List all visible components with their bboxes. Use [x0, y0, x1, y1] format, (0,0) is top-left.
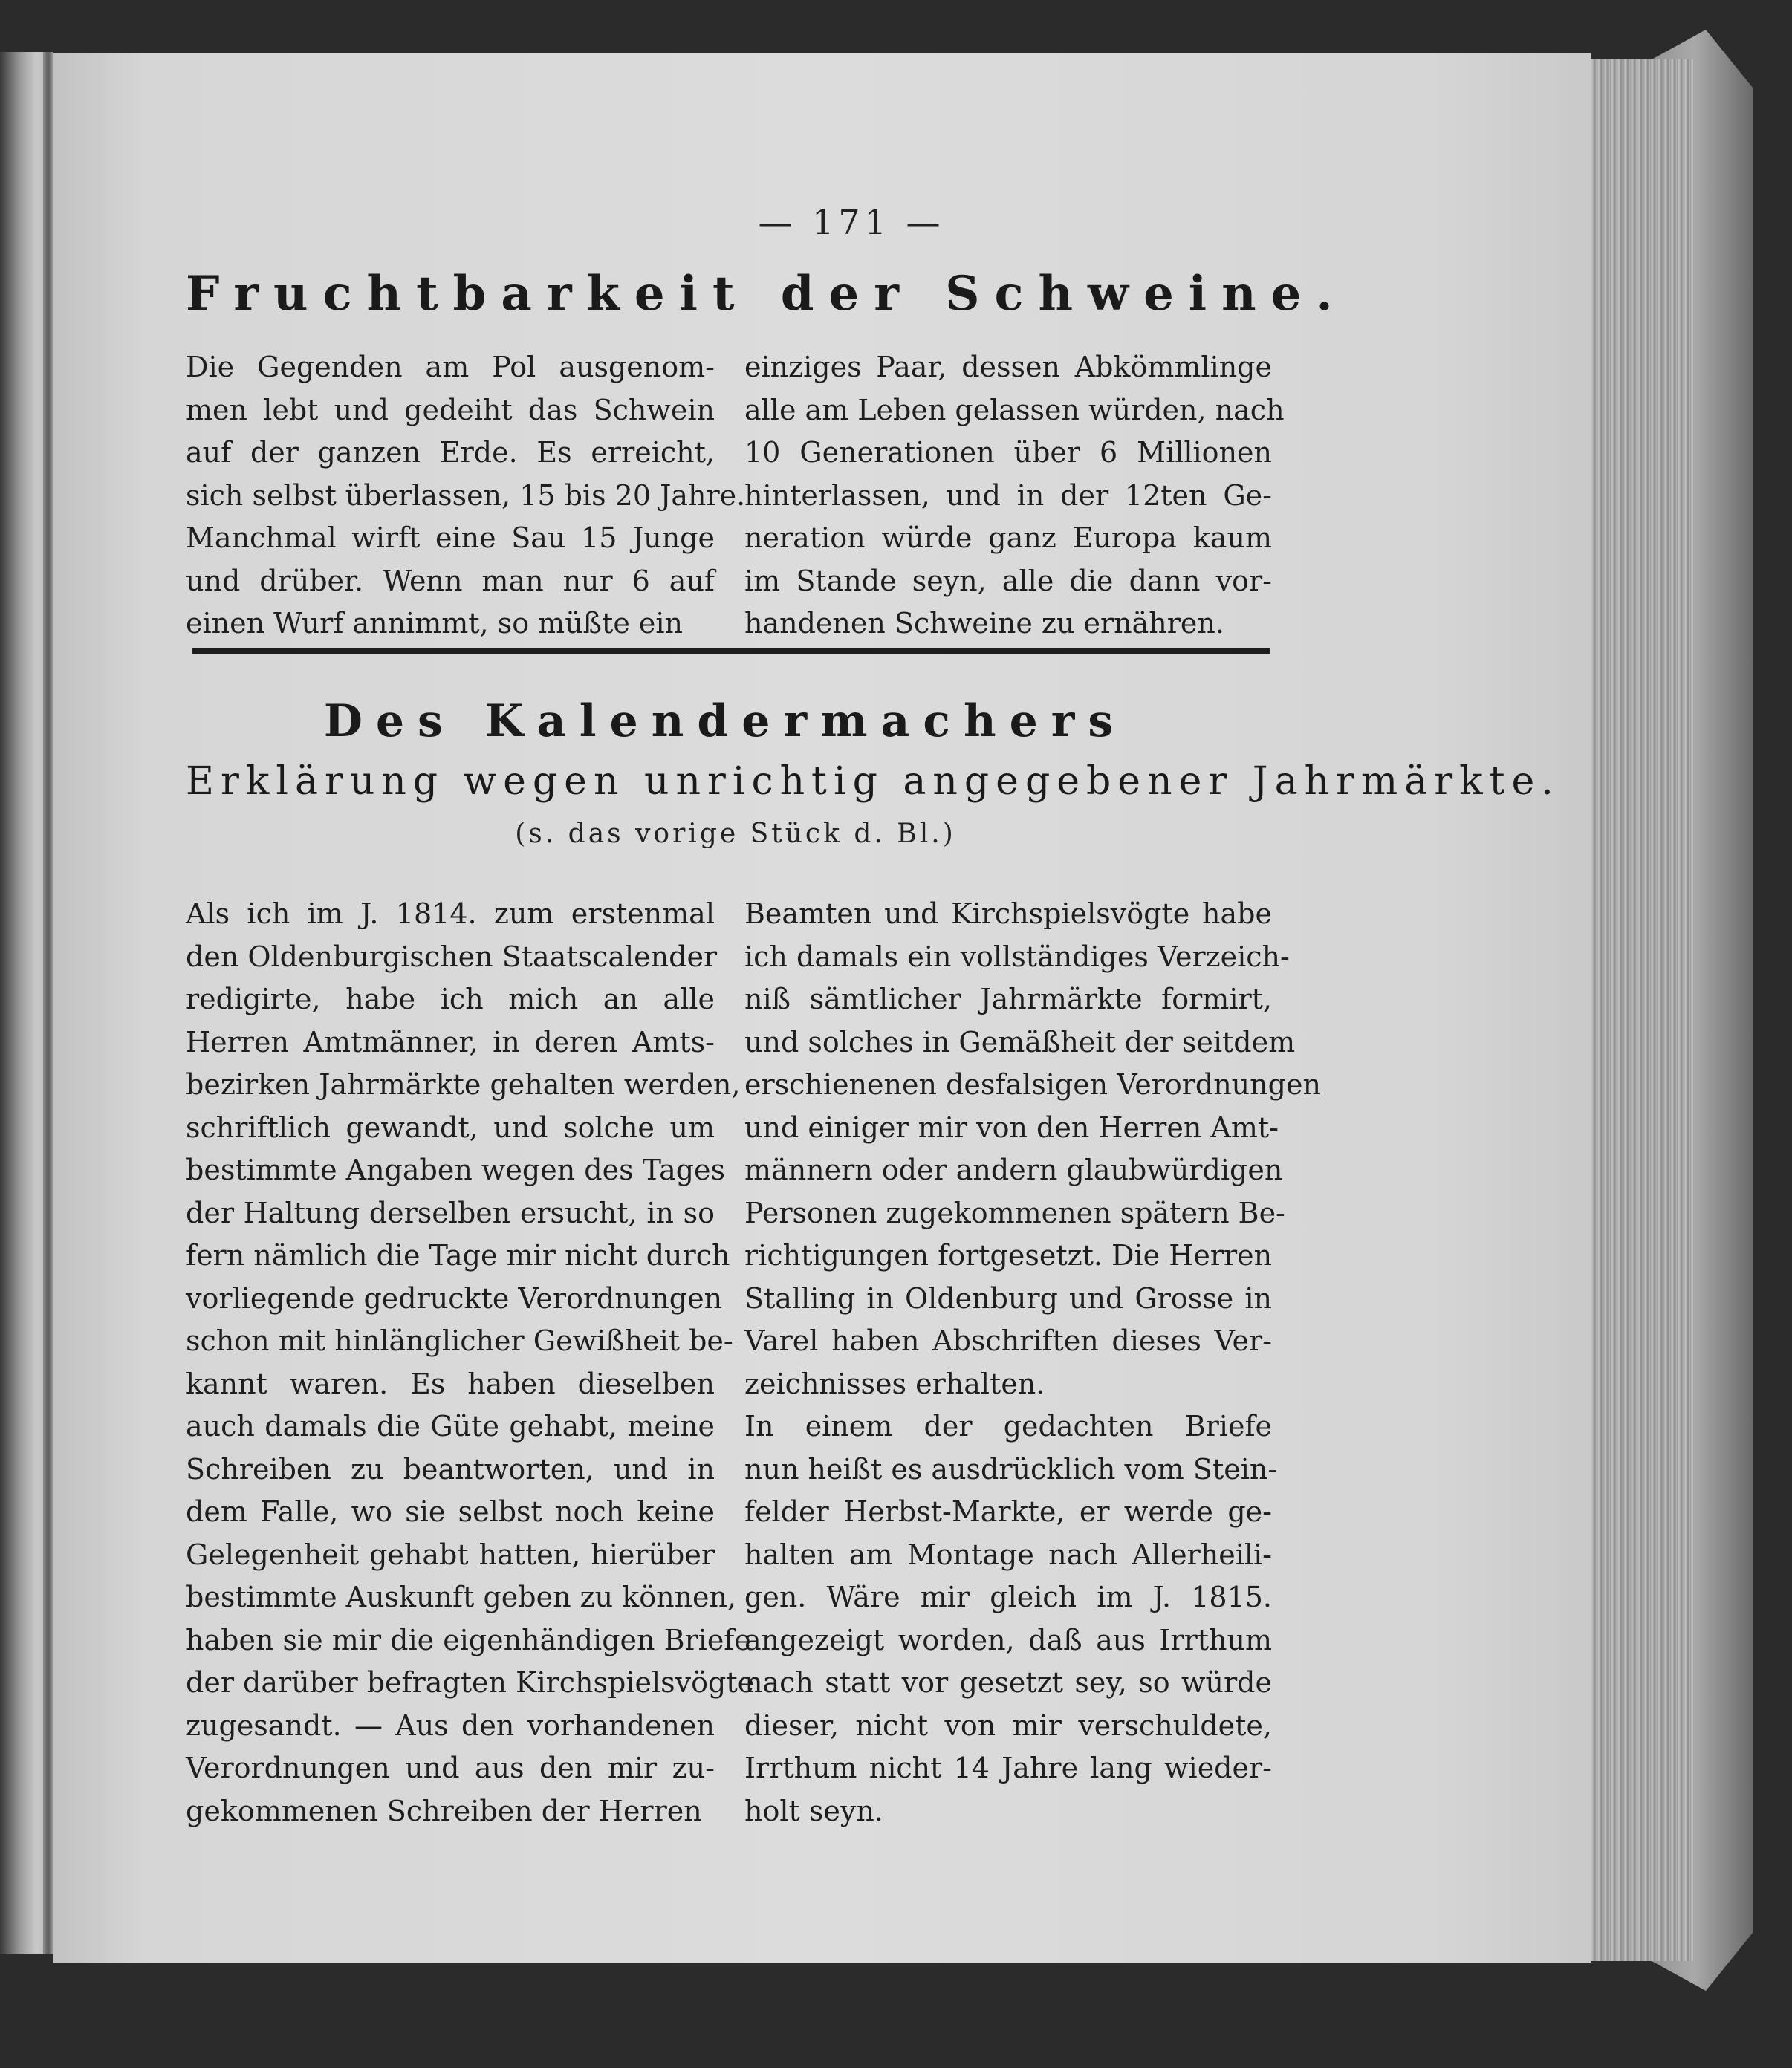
- text-line: dem Falle, wo sie selbst noch keine: [186, 1495, 715, 1528]
- text-line: niß sämtlicher Jahrmärkte formirt,: [744, 983, 1272, 1015]
- text-line: redigirte, habe ich mich an alle: [186, 983, 715, 1015]
- text-line: im Stande seyn, alle die dann vor-: [744, 564, 1272, 597]
- text-line: In einem der gedachten Briefe: [744, 1410, 1272, 1443]
- text-line: nun heißt es ausdrücklich vom Stein-: [744, 1452, 1278, 1486]
- text-line: zugesandt. — Aus den vorhandenen: [186, 1708, 715, 1742]
- article1-column-left: [186, 346, 746, 646]
- text-line: ich damals ein vollständiges Verzeich-: [744, 940, 1290, 973]
- article-title-fruchtbarkeit: Fruchtbarkeit der Schweine.: [186, 266, 1348, 322]
- text-line: alle am Leben gelassen würden, nach: [744, 393, 1285, 426]
- page-stack-edge: [1590, 59, 1694, 1961]
- text-line: bezirken Jahrmärkte gehalten werden,: [186, 1068, 741, 1101]
- article2-column-left: [186, 893, 755, 1833]
- text-line: Gelegenheit gehabt hatten, hierüber: [186, 1538, 715, 1571]
- article-reference-note: (s. das vorige Stück d. Bl.): [515, 819, 956, 849]
- text-line: und solches in Gemäßheit der seitdem: [744, 1025, 1296, 1059]
- text-line: der darüber befragten Kirchspielsvögte: [186, 1666, 755, 1699]
- text-line: felder Herbst-Markte, er werde ge-: [744, 1495, 1272, 1528]
- text-line: Herren Amtmänner, in deren Amts-: [186, 1025, 715, 1059]
- article1-column-right: [744, 346, 1285, 646]
- text-line: Schreiben zu beantworten, und in: [186, 1452, 715, 1486]
- text-line: gen. Wäre mir gleich im J. 1815.: [744, 1581, 1272, 1613]
- text-line: neration würde ganz Europa kaum: [744, 521, 1272, 554]
- text-line: männern oder andern glaubwürdigen: [744, 1154, 1283, 1186]
- text-line: auch damals die Güte gehabt, meine: [186, 1410, 715, 1443]
- text-line: holt seyn.: [744, 1794, 883, 1827]
- text-line: Stalling in Oldenburg und Grosse in: [744, 1281, 1272, 1315]
- text-line: einen Wurf annimmt, so müßte ein: [186, 607, 684, 640]
- text-line: men lebt und gedeiht das Schwein: [186, 393, 715, 426]
- text-line: und einiger mir von den Herren Amt-: [744, 1111, 1279, 1144]
- text-line: richtigungen fortgesetzt. Die Herren: [744, 1239, 1273, 1272]
- page-number: — 171 —: [758, 202, 945, 242]
- text-line: schriftlich gewandt, und solche um: [186, 1111, 715, 1144]
- text-line: kannt waren. Es haben dieselben: [186, 1367, 715, 1400]
- article-title-kalendermacher: Des Kalendermachers: [323, 695, 1127, 747]
- text-line: halten am Montage nach Allerheili-: [744, 1538, 1272, 1571]
- text-line: Manchmal wirft eine Sau 15 Junge: [186, 521, 715, 554]
- text-line: vorliegende gedruckte Verordnungen: [186, 1281, 723, 1315]
- text-line: bestimmte Auskunft geben zu können,: [186, 1581, 737, 1613]
- text-line: Personen zugekommenen spätern Be-: [744, 1196, 1285, 1229]
- article2-column-right: [744, 893, 1321, 1833]
- text-line: einziges Paar, dessen Abkömmlinge: [744, 351, 1272, 383]
- text-line: Als ich im J. 1814. zum erstenmal: [186, 897, 715, 930]
- text-line: fern nämlich die Tage mir nicht durch: [186, 1239, 730, 1272]
- text-line: der Haltung derselben ersucht, in so: [186, 1196, 715, 1229]
- text-line: sich selbst überlassen, 15 bis 20 Jahre.: [186, 478, 746, 512]
- book-gutter: [43, 52, 53, 1954]
- text-line: handenen Schweine zu ernähren.: [744, 607, 1224, 640]
- text-line: bestimmte Angaben wegen des Tages: [186, 1154, 726, 1186]
- text-line: angezeigt worden, daß aus Irrthum: [744, 1623, 1272, 1656]
- text-line: auf der ganzen Erde. Es erreicht,: [186, 436, 715, 469]
- section-divider-rule: [192, 648, 1270, 654]
- text-line: den Oldenburgischen Staatscalender: [186, 940, 718, 973]
- text-line: haben sie mir die eigenhändigen Briefe: [186, 1623, 751, 1656]
- text-line: gekommenen Schreiben der Herren: [186, 1794, 702, 1827]
- text-line: Die Gegenden am Pol ausgenom-: [186, 351, 715, 383]
- text-line: Beamten und Kirchspielsvögte habe: [744, 897, 1272, 930]
- text-line: schon mit hinlänglicher Gewißheit be-: [186, 1324, 733, 1357]
- article-subtitle: Erklärung wegen unrichtig angegebener Jahrmärkte.: [186, 759, 1560, 804]
- text-line: und drüber. Wenn man nur 6 auf: [186, 564, 715, 597]
- text-line: nach statt vor gesetzt sey, so würde: [744, 1666, 1272, 1699]
- text-line: Varel haben Abschriften dieses Ver-: [744, 1324, 1272, 1357]
- text-line: Verordnungen und aus den mir zu-: [186, 1752, 715, 1784]
- text-line: hinterlassen, und in der 12ten Ge-: [744, 478, 1272, 512]
- text-line: Irrthum nicht 14 Jahre lang wieder-: [744, 1752, 1272, 1784]
- text-line: 10 Generationen über 6 Millionen: [744, 436, 1272, 469]
- text-line: dieser, nicht von mir verschuldete,: [744, 1708, 1272, 1742]
- text-line: zeichnisses erhalten.: [744, 1367, 1045, 1400]
- text-line: erschienenen desfalsigen Verordnungen: [744, 1068, 1321, 1101]
